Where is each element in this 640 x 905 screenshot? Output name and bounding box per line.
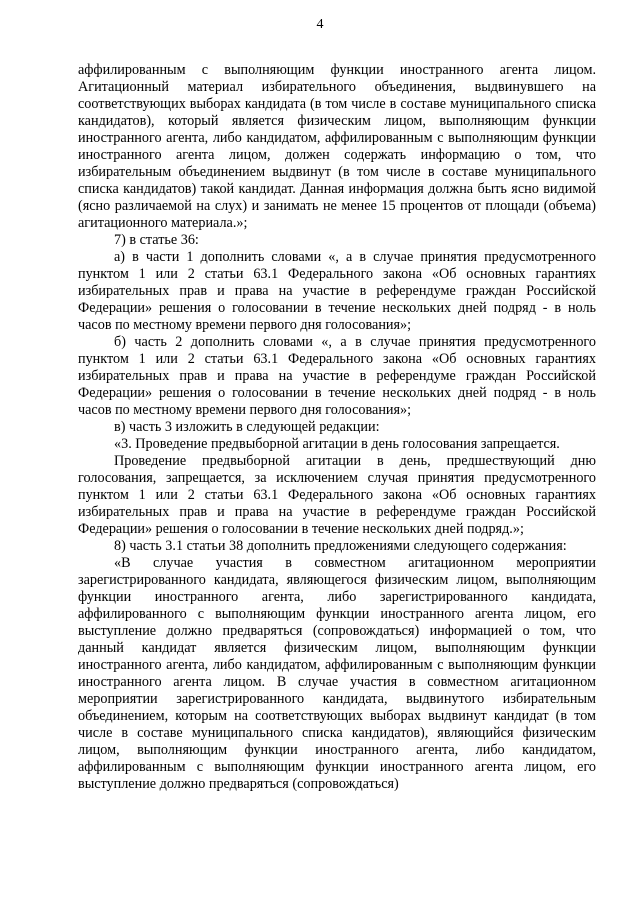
- paragraph-continuation: аффилированным с выполняющим функции иностранного агента лицом. Агитационный материал избирательного объединения, выдвинувшего на соответствующих выборах кандидата (в том числе в составе муниципального списка кандидатов), который является физическим лицом, выполняющим функции иностранного агента, либо кандидатом, аффилированным с выполняющим функции иностранного агента лицом, должен содержать информацию о том, что избирательным объединением выдвинут (в том числе в составе муниципального списка кандидатов) такой кандидат. Данная информация должна быть ясно видимой (ясно различаемой на слух) и занимать не менее 15 процентов от площади (объема) агитационного материала.»;: [78, 62, 596, 231]
- paragraph-item-7: 7) в статье 36:: [114, 232, 199, 248]
- paragraph-item-8-text: «В случае участия в совместном агитационном мероприятии зарегистрированного кандидата, являющегося физическим лицом, выполняющим функции иностранного агента, либо зарегистрированного кандидата, аффилированного с выполняющим функции иностранного агента лицом, его выступление должно предваряться (сопровождаться) информацией о том, что данный кандидат является физическим лицом, выполняющим функции иностранного агента, либо кандидатом, аффилированным с выполняющим функции иностранного агента лицом. В случае участия в совместном агитационном мероприятии зарегистрированного кандидата, выдвинутого избирательным объединением, которым на соответствующих выборах выдвинут кандидат (в том числе в составе муниципального списка кандидатов), являющийся физическим лицом, выполняющим функции иностранного агента, либо кандидатом, аффилированным с выполняющим функции иностранного агента лицом, его выступление должно предваряться (сопровождаться): [78, 555, 596, 792]
- paragraph-item-7c: в) часть 3 изложить в следующей редакции:: [114, 419, 380, 435]
- document-body: [78, 62, 596, 793]
- page-number: 4: [316, 17, 324, 32]
- paragraph-part-3-continued: Проведение предвыборной агитации в день, предшествующий дню голосования, запрещается, за исключением случая принятия предусмотренного пунктом 1 или 2 статьи 63.1 Федерального закона «Об основных гарантиях избирательных прав и права на участие в референдуме граждан Российской Федерации» решения о голосовании в течение нескольких дней подряд.»;: [78, 453, 596, 537]
- paragraph-item-8: 8) часть 3.1 статьи 38 дополнить предложениями следующего содержания:: [114, 538, 567, 554]
- paragraph-item-7a: а) в части 1 дополнить словами «, а в случае принятия предусмотренного пунктом 1 или 2 статьи 63.1 Федерального закона «Об основных гарантиях избирательных прав и права на участие в референдуме граждан Российской Федерации» решения о голосовании в течение нескольких дней подряд - в ноль часов по местному времени первого дня голосования»;: [78, 249, 596, 333]
- paragraph-part-3: «3. Проведение предвыборной агитации в день голосования запрещается.: [114, 436, 560, 452]
- paragraph-item-7b: б) часть 2 дополнить словами «, а в случае принятия предусмотренного пунктом 1 или 2 статьи 63.1 Федерального закона «Об основных гарантиях избирательных прав и права на участие в референдуме граждан Российской Федерации» решения о голосовании в течение нескольких дней подряд - в ноль часов по местному времени первого дня голосования»;: [78, 334, 596, 418]
